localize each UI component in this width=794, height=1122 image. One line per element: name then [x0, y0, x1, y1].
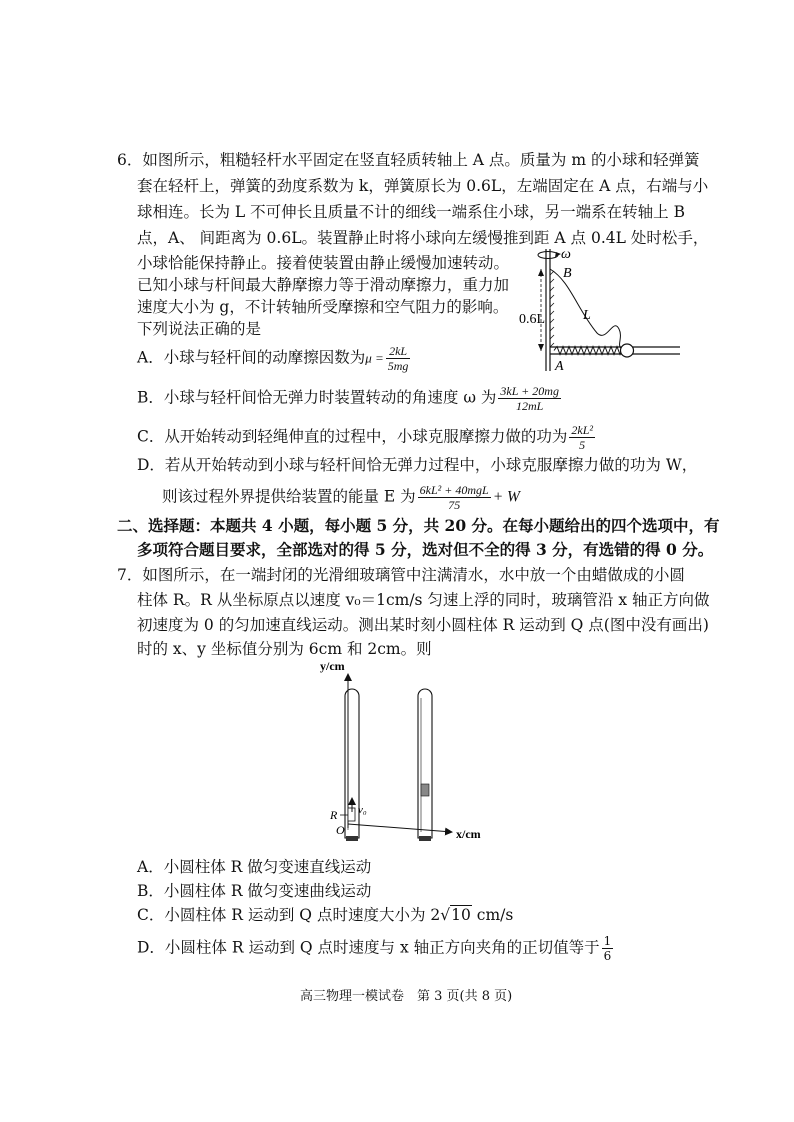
- q6-option-d-text: 则该过程外界提供给装置的能量 E 为: [162, 487, 416, 506]
- q6-line-5: 小球恰能保持静止。接着使装置由静止缓慢加速转动。: [137, 254, 510, 272]
- q6-figure: [515, 245, 685, 375]
- q7-figure: [312, 660, 492, 850]
- fraction-numerator: 2kL²: [571, 423, 593, 437]
- q6-line-2: 套在轻杆上，弹簧的劲度系数为 k，弹簧原长为 0.6L，左端固定在 A 点，右端与小: [137, 177, 709, 195]
- q6-line-3: 球相连。长为 L 不可伸长且质量不计的细线一端系住小球，另一端系在转轴上 B: [137, 203, 685, 221]
- sqrt-radicand: 10: [451, 906, 471, 924]
- point-b-label: B: [563, 266, 572, 281]
- sqrt-sign: √: [440, 906, 451, 924]
- cylinder-r-label: R: [330, 808, 338, 822]
- dimension-label: 0.6L: [519, 312, 546, 327]
- section2-line-2: 多项符合题目要求，全部选对的得 5 分，选对但不全的得 3 分，有选错的得 0 分。: [137, 540, 714, 559]
- section2-line-1: 二、选择题：本题共 4 小题，每小题 5 分，共 20 分。在每小题给出的四个选项中，有: [117, 516, 720, 535]
- q6-option-b-text: B．小球与轻杆间恰无弹力时装置转动的角速度 ω 为: [137, 388, 497, 407]
- fraction-denominator: 6: [603, 949, 612, 963]
- omega-label: ω: [561, 247, 571, 262]
- q7-option-d-fraction: [602, 934, 614, 963]
- dimension-arrow-bottom: [538, 344, 544, 351]
- q6-line-8: 下列说法正确的是: [137, 320, 262, 338]
- q6-option-b: [137, 384, 563, 413]
- tube-cap-initial: [346, 836, 358, 841]
- fraction-numerator: 1: [603, 934, 612, 948]
- glass-tube-later: [418, 689, 432, 838]
- ball: [621, 344, 634, 357]
- q6-line-4: 点，A、 间距离为 0.6L。装置静止时将小球向左缓慢推到距 A 点 0.4L 处时松手，: [137, 229, 709, 247]
- q7-option-c-unit: cm/s: [471, 906, 514, 924]
- q6-option-d-line-2: [162, 483, 520, 512]
- x-axis-label: x/cm: [456, 827, 481, 841]
- tube-cap-later: [419, 836, 431, 841]
- x-axis: [348, 824, 452, 832]
- fraction-denominator: 75: [448, 498, 461, 512]
- rotation-arrow: [538, 252, 558, 259]
- q6-option-b-fraction: [498, 384, 561, 413]
- q6-line-1: 6．如图所示，粗糙轻杆水平固定在竖直轻质转轴上 A 点。质量为 m 的小球和轻弹簧: [117, 151, 700, 169]
- q6-option-a: [137, 344, 412, 373]
- q6-option-c: [137, 423, 597, 452]
- q6-option-a-mu: μ =: [365, 350, 384, 366]
- y-axis-label: y/cm: [320, 660, 345, 673]
- q6-option-d-line-1: D．若从开始转动到小球与轻杆间恰无弹力过程中，小球克服摩擦力做的功为 W，: [137, 456, 698, 474]
- q7-option-d: [137, 934, 615, 963]
- fraction-numerator: 6kL² + 40mgL: [419, 483, 489, 497]
- string-label: L: [583, 308, 591, 323]
- q7-option-c-text: C．小圆柱体 R 运动到 Q 点时速度大小为 2: [137, 906, 441, 924]
- q6-option-c-fraction: [569, 423, 595, 452]
- q6-option-a-text: A．小球与轻杆间的动摩擦因数为: [137, 348, 366, 367]
- spring: [554, 347, 629, 355]
- q7-line-1: 7．如图所示，在一端封闭的光滑细玻璃管中注满清水，水中放一个由蜡做成的小圆: [117, 566, 685, 584]
- origin-label: O: [336, 823, 345, 837]
- q7-line-2: 柱体 R。R 从坐标原点以速度 v₀＝1cm/s 匀速上浮的同时，玻璃管沿 x 轴正方向做: [137, 591, 710, 609]
- point-a-label: A: [555, 359, 564, 374]
- fraction-denominator: 5mg: [387, 359, 409, 373]
- q6-option-d-fraction: [418, 483, 491, 512]
- page-footer: 高三物理一模试卷 第 3 页(共 8 页): [300, 989, 513, 1004]
- q7-option-d-text: D．小圆柱体 R 运动到 Q 点时速度与 x 轴正方向夹角的正切值等于: [137, 938, 600, 957]
- q6-line-6: 已知小球与杆间最大静摩擦力等于滑动摩擦力，重力加: [137, 276, 510, 294]
- fraction-numerator: 2kL: [386, 344, 411, 359]
- fraction-denominator: 12mL: [515, 399, 544, 413]
- q7-option-a: A．小圆柱体 R 做匀变速直线运动: [137, 858, 372, 876]
- q6-option-c-text: C．从开始转动到轻绳伸直的过程中，小球克服摩擦力做的功为: [137, 427, 568, 446]
- q6-option-a-fraction: [386, 344, 411, 373]
- q7-line-4: 时的 x、y 坐标值分别为 6cm 和 2cm。则: [137, 640, 432, 658]
- fraction-denominator: 5: [579, 438, 586, 452]
- wax-cylinder-later: [421, 784, 429, 796]
- q7-option-b: B．小圆柱体 R 做匀变速曲线运动: [137, 882, 372, 900]
- q6-option-d-tail: + W: [492, 488, 520, 506]
- q7-option-c: [137, 904, 513, 926]
- dimension-arrow-top: [538, 269, 544, 276]
- fraction-numerator: 3kL + 20mg: [500, 384, 559, 398]
- velocity-label: v₀: [358, 804, 367, 816]
- q7-line-3: 初速度为 0 的匀加速直线运动。测出某时刻小圆柱体 R 运动到 Q 点(图中没有画出): [137, 616, 709, 634]
- q6-line-7: 速度大小为 g，不计转轴所受摩擦和空气阻力的影响。: [137, 298, 509, 316]
